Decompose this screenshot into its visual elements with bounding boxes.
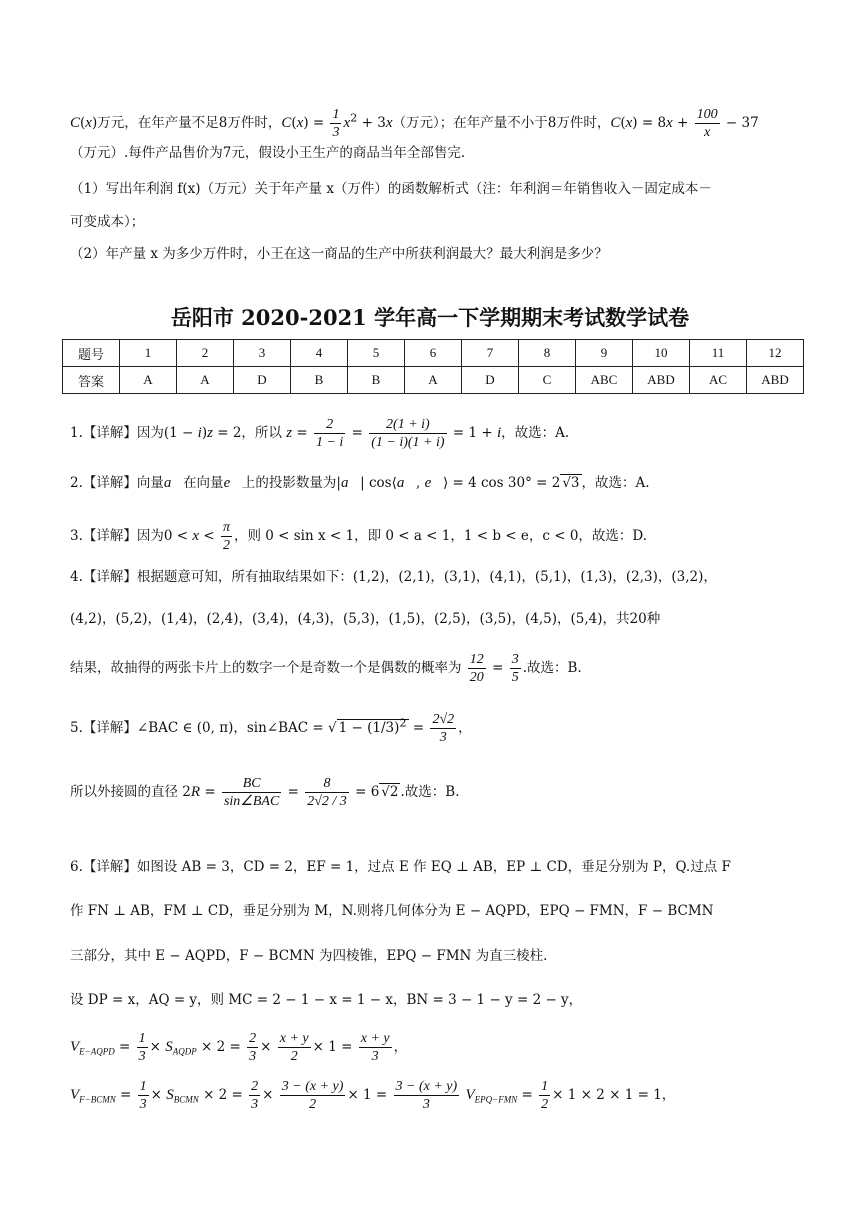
solution-5-line2: 所以外接圆的直径 2R = $\frac{BC}{\text{sin∠BAC}}$ = $\frac{8}{2√2 / 3}$ = 6 √2 .故选：B. xyxy=(70,776,460,809)
solution-5-line1: 5.【详解】∠BAC ∈ (0, π)，sin∠BAC = √ $1 - (1/3)^2$ = $\frac{2√2}{3}$ ， xyxy=(70,712,472,745)
table-cell: ABD xyxy=(633,367,690,394)
table-cell: D xyxy=(462,367,519,394)
table-cell: ABC xyxy=(576,367,633,394)
question-1-continued: 可变成本）； xyxy=(70,214,145,230)
solution-6-line2: 作 FN ⊥ AB，FM ⊥ CD，垂足分别为 M，N.则将几何体分为 E − AQPD，EPQ − FMN，F − BCMN xyxy=(70,903,714,919)
question-number-row xyxy=(63,340,804,367)
table-cell: D xyxy=(234,367,291,394)
table-cell: 9 xyxy=(576,340,633,367)
cost-unit-line: （万元）.每件产品售价为7元，假设小王生产的商品当年全部售完. xyxy=(70,145,466,161)
solution-4-line2: (4,2)，(5,2)，(1,4)，(2,4)，(3,4)，(4,3)，(5,3)，(1,5)，(2,5)，(3,5)，(4,5)，(5,4)，共20种 xyxy=(70,611,661,627)
solution-6-line1: 6.【详解】如图设 AB = 3，CD = 2，EF = 1，过点 E 作 EQ ⊥ AB，EP ⊥ CD，垂足分别为 P，Q.过点 F xyxy=(70,859,731,875)
solution-3: 3.【详解】因为0 < x < $\frac{\pi}{2}$ ，则 0 < sin x < 1，即 0 < a < 1，1 < b < e，c < 0，故选：D. xyxy=(70,520,648,553)
table-cell: 5 xyxy=(348,340,405,367)
volume-f-bcmn: $V_{F-BCMN}$ = $\frac{1}{3}$ × $S_{BCMN} \times 2$ = $\frac{2}{3}$ × $\frac{3 - (x + y)}{2}$ × 1 = $\frac{3 - (x + y)}{3}$ $V_{EPQ-FMN}$ = $\frac{1}{2}$ × 1 × 2 × 1 = 1， xyxy=(70,1079,676,1112)
solution-6-line3: 三部分，其中 E − AQPD，F − BCMN 为四棱锥，EPQ − FMN 为直三棱柱. xyxy=(70,948,548,964)
table-cell: B xyxy=(291,367,348,394)
row-label: 题号 xyxy=(63,340,120,367)
table-cell: 7 xyxy=(462,340,519,367)
solution-6-line4: 设 DP = x，AQ = y，则 MC = 2 − 1 − x = 1 − x，BN = 3 − 1 − y = 2 − y， xyxy=(70,992,583,1008)
table-cell: 11 xyxy=(690,340,747,367)
table-cell: AC xyxy=(690,367,747,394)
table-cell: A xyxy=(405,367,462,394)
answer-table xyxy=(62,339,804,394)
table-cell: ABD xyxy=(747,367,804,394)
table-cell: C xyxy=(519,367,576,394)
table-cell: 8 xyxy=(519,340,576,367)
exam-title: 岳阳市 2020-2021 学年高一下学期期末考试数学试卷 xyxy=(170,305,690,330)
table-cell: 1 xyxy=(120,340,177,367)
volume-e-aqpd: $V_{E-AQPD}$ = $\frac{1}{3}$ × $S_{AQDP} \times 2$ = $\frac{2}{3}$ × $\frac{x + y}{2}$ × 1 = $\frac{x + y}{3}$ ， xyxy=(70,1031,408,1064)
solution-4-line1: 4.【详解】根据题意可知，所有抽取结果如下：(1,2)，(2,1)，(3,1)，(4,1)，(5,1)，(1,3)，(2,3)，(3,2)， xyxy=(70,569,717,585)
row-label: 答案 xyxy=(63,367,120,394)
table-cell: 4 xyxy=(291,340,348,367)
answer-row xyxy=(63,367,804,394)
table-cell: 6 xyxy=(405,340,462,367)
solution-4-line3: 结果，故抽得的两张卡片上的数字一个是奇数一个是偶数的概率为 $\frac{12}{20}$ = $\frac{3}{5}$ .故选：B. xyxy=(70,652,582,685)
table-cell: 3 xyxy=(234,340,291,367)
question-2: （2）年产量 x 为多少万件时，小王在这一商品的生产中所获利润最大？最大利润是多少？ xyxy=(70,246,608,262)
question-1: （1）写出年利润 f(x)（万元）关于年产量 x（万件）的函数解析式（注：年利润＝年销售收入－固定成本－ xyxy=(70,181,712,197)
cost-definition-line: C(x)万元，在年产量不足8万件时，C(x) = $\frac{1}{3}$ $x^2 + 3x$（万元）；在年产量不小于8万件时，C(x) = 8x + $\frac{100}{x}$ − 37 xyxy=(70,107,759,140)
table-cell: A xyxy=(177,367,234,394)
table-cell: 10 xyxy=(633,340,690,367)
table-cell: 12 xyxy=(747,340,804,367)
table-cell: 2 xyxy=(177,340,234,367)
solution-2: 2.【详解】向量a⃗在向量e⃗上的投影数量为|a⃗| cos⟨a⃗, e⃗⟩ = 4 cos 30° = 2 √3 ，故选：A. xyxy=(70,475,650,491)
table-cell: B xyxy=(348,367,405,394)
table-cell: A xyxy=(120,367,177,394)
solution-1: 1.【详解】因为(1 − i)z = 2，所以 z = $\frac{2}{1 - i}$ = $\frac{2(1 + i)}{(1 - i)(1 + i)}$ = 1 + i，故选：A. xyxy=(70,417,570,450)
